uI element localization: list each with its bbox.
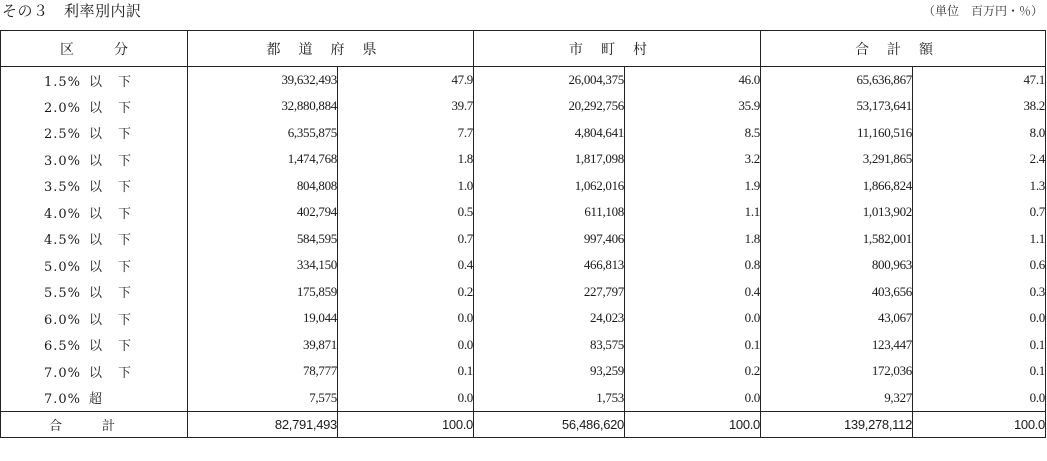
row-label <box>1 385 188 412</box>
header-municipality: 市町村 <box>474 31 761 67</box>
pref-amt-cell: 402,794 <box>188 199 338 226</box>
header-total: 合計額 <box>761 31 1046 67</box>
row-label <box>1 93 188 120</box>
muni-amt-cell: 227,797 <box>474 279 625 306</box>
tot-pct-cell: 8.0 <box>913 120 1046 147</box>
table-row <box>1 120 1046 147</box>
pref-amt-cell: 78,777 <box>188 358 338 385</box>
table-row <box>1 358 1046 385</box>
row-label <box>1 173 188 200</box>
muni-amt-cell: 4,804,641 <box>474 120 625 147</box>
pref-pct-cell: 0.4 <box>338 252 474 279</box>
rate-condition: 以下 <box>89 206 148 222</box>
muni-pct-cell: 0.1 <box>625 332 761 359</box>
pref-amt-cell: 39,871 <box>188 332 338 359</box>
row-label <box>1 199 188 226</box>
muni-amt-cell: 611,108 <box>474 199 625 226</box>
tot-amt-cell: 1,866,824 <box>761 173 913 200</box>
muni-pct-cell: 1.1 <box>625 199 761 226</box>
muni-pct-cell: 35.9 <box>625 93 761 120</box>
tot-amt-cell: 123,447 <box>761 332 913 359</box>
unit-note: （単位 百万円・％） <box>922 4 1043 18</box>
pref-pct-cell: 0.0 <box>338 305 474 332</box>
muni-amt-cell: 466,813 <box>474 252 625 279</box>
rate-value: 5.0% <box>43 259 81 275</box>
table-row <box>1 332 1046 359</box>
pref-amt-cell: 7,575 <box>188 385 338 412</box>
table-row <box>1 173 1046 200</box>
pref-pct-cell: 7.7 <box>338 120 474 147</box>
pref-pct-cell: 0.0 <box>338 332 474 359</box>
row-label <box>1 305 188 332</box>
table-row <box>1 226 1046 253</box>
tot-amt-cell: 1,013,902 <box>761 199 913 226</box>
rate-condition: 以下 <box>89 153 148 169</box>
rate-condition: 以下 <box>89 286 148 302</box>
total-tot-pct-cell: 100.0 <box>913 411 1046 438</box>
tot-amt-cell: 1,582,001 <box>761 226 913 253</box>
rate-value: 4.5% <box>43 233 81 249</box>
tot-pct-cell: 0.0 <box>913 385 1046 412</box>
total-label-text: 合計 <box>49 418 156 434</box>
total-muni-pct-cell: 100.0 <box>625 411 761 438</box>
tot-amt-cell: 3,291,865 <box>761 146 913 173</box>
tot-pct-cell: 2.4 <box>913 146 1046 173</box>
table-row <box>1 199 1046 226</box>
tot-amt-cell: 172,036 <box>761 358 913 385</box>
pref-amt-cell: 175,859 <box>188 279 338 306</box>
table-row <box>1 305 1046 332</box>
rate-value: 2.5% <box>43 127 81 143</box>
pref-amt-cell: 39,632,493 <box>188 67 338 94</box>
row-label <box>1 146 188 173</box>
tot-pct-cell: 0.1 <box>913 332 1046 359</box>
rate-value: 4.0% <box>43 206 81 222</box>
pref-amt-cell: 1,474,768 <box>188 146 338 173</box>
rate-condition: 以下 <box>89 312 148 328</box>
tot-pct-cell: 47.1 <box>913 67 1046 94</box>
table-row <box>1 146 1046 173</box>
pref-amt-cell: 804,808 <box>188 173 338 200</box>
table-body <box>1 67 1046 438</box>
rate-value: 6.0% <box>43 312 81 328</box>
tot-pct-cell: 1.1 <box>913 226 1046 253</box>
pref-amt-cell: 32,880,884 <box>188 93 338 120</box>
rate-value: 5.5% <box>43 286 81 302</box>
muni-pct-cell: 8.5 <box>625 120 761 147</box>
row-label <box>1 226 188 253</box>
tot-amt-cell: 65,636,867 <box>761 67 913 94</box>
pref-pct-cell: 0.5 <box>338 199 474 226</box>
table-row <box>1 93 1046 120</box>
pref-amt-cell: 584,595 <box>188 226 338 253</box>
pref-pct-cell: 0.2 <box>338 279 474 306</box>
row-label <box>1 120 188 147</box>
rate-condition: 以下 <box>89 365 148 381</box>
pref-pct-cell: 1.8 <box>338 146 474 173</box>
muni-pct-cell: 1.8 <box>625 226 761 253</box>
muni-amt-cell: 1,817,098 <box>474 146 625 173</box>
rate-value: 2.0% <box>43 100 81 116</box>
tot-amt-cell: 53,173,641 <box>761 93 913 120</box>
total-label <box>1 411 188 438</box>
rate-condition: 以下 <box>89 74 148 90</box>
muni-amt-cell: 93,259 <box>474 358 625 385</box>
table-row <box>1 279 1046 306</box>
total-pref-pct-cell: 100.0 <box>338 411 474 438</box>
row-label <box>1 67 188 94</box>
rate-value: 3.0% <box>43 153 81 169</box>
total-row <box>1 411 1046 438</box>
rate-condition: 以下 <box>89 259 148 275</box>
muni-pct-cell: 3.2 <box>625 146 761 173</box>
tot-pct-cell: 0.6 <box>913 252 1046 279</box>
rate-condition: 以下 <box>89 233 148 249</box>
tot-pct-cell: 0.3 <box>913 279 1046 306</box>
rate-value: 3.5% <box>43 180 81 196</box>
total-pref-amt-cell: 82,791,493 <box>188 411 338 438</box>
muni-pct-cell: 0.0 <box>625 385 761 412</box>
rate-condition: 以下 <box>89 339 148 355</box>
muni-pct-cell: 1.9 <box>625 173 761 200</box>
row-label <box>1 358 188 385</box>
pref-amt-cell: 334,150 <box>188 252 338 279</box>
header-category: 区分 <box>1 31 188 67</box>
muni-amt-cell: 997,406 <box>474 226 625 253</box>
tot-amt-cell: 403,656 <box>761 279 913 306</box>
rate-condition: 以下 <box>89 100 148 116</box>
pref-pct-cell: 1.0 <box>338 173 474 200</box>
muni-amt-cell: 83,575 <box>474 332 625 359</box>
rate-condition: 超 <box>89 392 119 407</box>
muni-pct-cell: 0.8 <box>625 252 761 279</box>
header-prefecture: 都道府県 <box>188 31 474 67</box>
rate-condition: 以下 <box>89 127 148 143</box>
table-row <box>1 385 1046 412</box>
pref-pct-cell: 47.9 <box>338 67 474 94</box>
row-label <box>1 252 188 279</box>
muni-amt-cell: 24,023 <box>474 305 625 332</box>
table-header-row <box>1 31 1046 67</box>
tot-amt-cell: 11,160,516 <box>761 120 913 147</box>
row-label <box>1 279 188 306</box>
rate-condition: 以下 <box>89 180 148 196</box>
rate-value: 6.5% <box>43 339 81 355</box>
pref-amt-cell: 6,355,875 <box>188 120 338 147</box>
muni-amt-cell: 1,753 <box>474 385 625 412</box>
muni-pct-cell: 0.0 <box>625 305 761 332</box>
tot-pct-cell: 38.2 <box>913 93 1046 120</box>
muni-pct-cell: 0.4 <box>625 279 761 306</box>
pref-pct-cell: 0.1 <box>338 358 474 385</box>
tot-amt-cell: 800,963 <box>761 252 913 279</box>
muni-pct-cell: 46.0 <box>625 67 761 94</box>
muni-amt-cell: 26,004,375 <box>474 67 625 94</box>
row-label <box>1 332 188 359</box>
rate-value: 7.0% <box>43 392 81 407</box>
table-row <box>1 67 1046 94</box>
table-row <box>1 252 1046 279</box>
interest-rate-table <box>0 30 1046 438</box>
total-tot-amt-cell: 139,278,112 <box>761 411 913 438</box>
muni-amt-cell: 1,062,016 <box>474 173 625 200</box>
tot-amt-cell: 9,327 <box>761 385 913 412</box>
tot-pct-cell: 1.3 <box>913 173 1046 200</box>
total-muni-amt-cell: 56,486,620 <box>474 411 625 438</box>
muni-amt-cell: 20,292,756 <box>474 93 625 120</box>
muni-pct-cell: 0.2 <box>625 358 761 385</box>
pref-amt-cell: 19,044 <box>188 305 338 332</box>
document-title: その３ 利率別内訳 <box>2 2 142 20</box>
rate-value: 7.0% <box>43 365 81 381</box>
tot-pct-cell: 0.0 <box>913 305 1046 332</box>
rate-value: 1.5% <box>43 74 81 90</box>
tot-pct-cell: 0.1 <box>913 358 1046 385</box>
pref-pct-cell: 0.7 <box>338 226 474 253</box>
pref-pct-cell: 39.7 <box>338 93 474 120</box>
tot-pct-cell: 0.7 <box>913 199 1046 226</box>
pref-pct-cell: 0.0 <box>338 385 474 412</box>
tot-amt-cell: 43,067 <box>761 305 913 332</box>
